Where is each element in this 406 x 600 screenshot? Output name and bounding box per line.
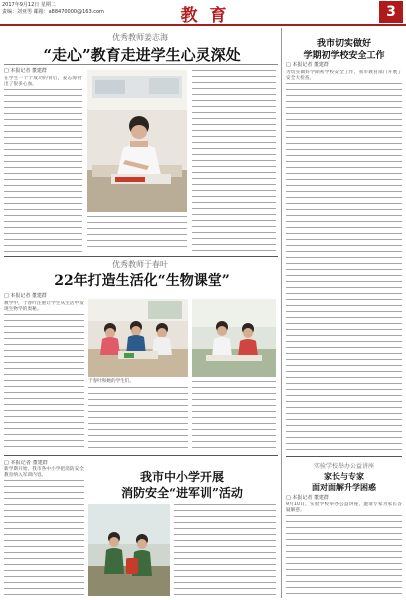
side2-title-line1: 家长与专家 — [324, 471, 364, 481]
article2-text-col3 — [192, 381, 276, 451]
side2-byline: □ 本报记者 董建群 — [286, 495, 329, 501]
side2-text — [286, 502, 402, 596]
article1-text-col3 — [192, 70, 276, 252]
text-lines — [4, 480, 84, 596]
article2-text-col1 — [4, 301, 84, 451]
article1-byline: □ 本报记者 董建群 — [4, 68, 47, 74]
text-lines — [286, 515, 402, 595]
column-divider — [281, 28, 282, 598]
issue-date: 2017年9月12日 星期二 — [2, 2, 56, 8]
article3-headline-line1: 我市中小学开展 — [139, 470, 224, 484]
text-lines — [286, 83, 402, 451]
article2-text-col2 — [88, 387, 188, 451]
article1-text-under-photo — [87, 216, 187, 252]
article3-photo — [88, 504, 170, 596]
article2-headline: 22年打造生活化“生物课堂” — [54, 273, 230, 289]
text-lines — [192, 381, 276, 451]
text-lines — [4, 314, 84, 451]
article2-first-line: 教学中，于春叶注重让学生从生活中发现生物学的奥秘。 — [4, 301, 84, 313]
article1-first-line: 在学生一个个成功的背后，姜志海付出了很多心血。 — [4, 76, 82, 88]
side1-text — [286, 70, 402, 452]
side1-first-line: 为切实做好学期初学校安全工作，我市教育部门开展了安全大检查。 — [286, 70, 402, 82]
article3-text-col3 — [174, 504, 276, 596]
article2-kicker: 优秀教师于春叶 — [112, 260, 168, 269]
article2-photo-caption: 于春叶和她的学生们。 — [88, 379, 134, 384]
text-lines — [192, 70, 276, 252]
section-title: 教 育 — [180, 6, 230, 26]
divider — [4, 256, 278, 257]
article2-photo-2 — [192, 299, 276, 377]
page-number: 3 — [379, 1, 403, 23]
text-lines — [88, 387, 188, 451]
masthead — [0, 0, 406, 26]
article3-text-col1 — [4, 460, 84, 596]
side1-title-line2: 学期初学校安全工作 — [303, 51, 385, 61]
editor-line: 责编：刘亚男 邮箱：a88470000@163.com — [2, 9, 104, 15]
article1-headline: “走心”教育走进学生心灵深处 — [43, 46, 241, 64]
side2-title-line2: 面对面解升学困惑 — [312, 482, 376, 492]
article1-kicker: 优秀教师姜志海 — [112, 33, 168, 42]
side2-first-line: 9月10日，实验学校举办公益讲座，邀请专家为家长答疑解惑。 — [286, 502, 402, 514]
text-lines — [87, 216, 187, 252]
side1-title-line1: 我市切实做好 — [316, 39, 371, 49]
text-lines — [4, 89, 82, 252]
divider — [4, 64, 278, 65]
article3-headline-line2: 消防安全“进军训”活动 — [121, 486, 243, 500]
divider — [286, 456, 402, 457]
article1-text-col1 — [4, 76, 82, 252]
divider — [4, 455, 278, 456]
side1-byline: □ 本报记者 董建群 — [286, 62, 329, 68]
article3-byline: □ 本报记者 董建群 — [4, 460, 48, 466]
article2-photo — [88, 299, 188, 377]
article2-byline: □ 本报记者 董建群 — [4, 293, 47, 299]
side2-kicker: 实验学校举办公益讲座 — [313, 464, 374, 470]
article1-photo — [87, 70, 187, 212]
article3-first-line: 新学期开始，我市各中小学把消防安全教育纳入军训内容。 — [4, 467, 84, 479]
text-lines — [174, 504, 276, 596]
